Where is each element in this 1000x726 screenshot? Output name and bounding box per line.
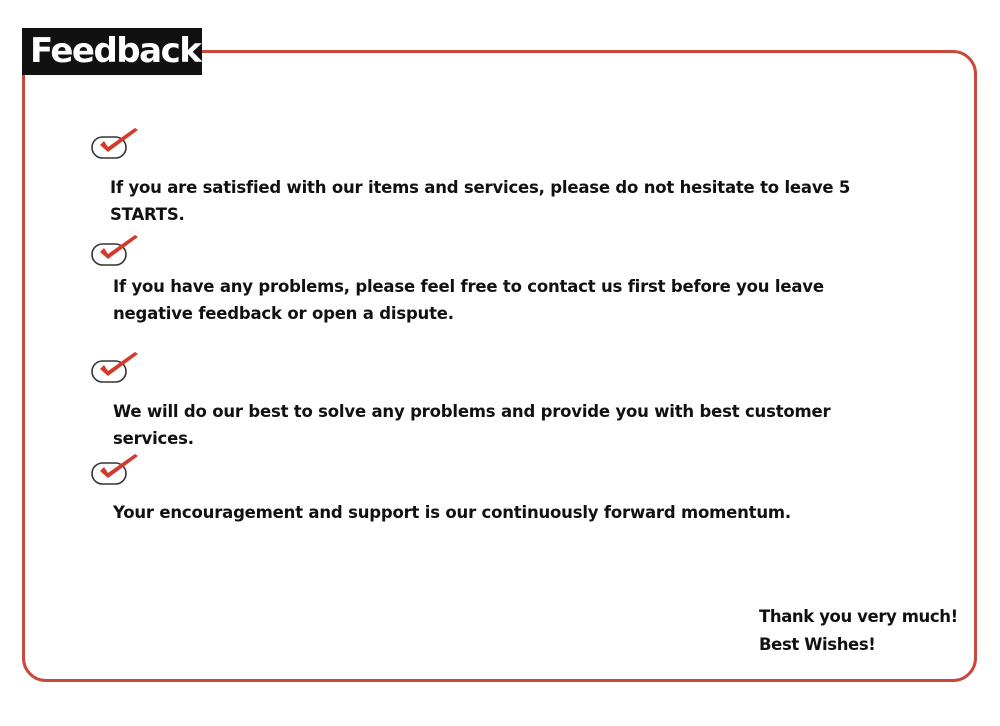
feedback-frame bbox=[22, 50, 977, 682]
signoff-wishes: Best Wishes! bbox=[759, 635, 876, 654]
feedback-item-text: If you are satisfied with our items and services, please do not hesitate to leave 5 STARTS. bbox=[110, 178, 851, 224]
signoff-thanks: Thank you very much! bbox=[759, 607, 958, 626]
page-title: Feedback bbox=[22, 28, 202, 75]
signoff bbox=[759, 603, 958, 659]
checkmark-icon bbox=[90, 127, 142, 161]
feedback-item-text: We will do our best to solve any problems and provide you with best customer services. bbox=[113, 402, 831, 448]
checkmark-icon bbox=[90, 234, 142, 268]
checkmark-icon bbox=[90, 351, 142, 385]
feedback-item-text: If you have any problems, please feel free to contact us first before you leave negative feedback or open a dispute. bbox=[113, 277, 824, 323]
feedback-item-text: Your encouragement and support is our continuously forward momentum. bbox=[113, 503, 791, 522]
checkmark-icon bbox=[90, 453, 142, 487]
